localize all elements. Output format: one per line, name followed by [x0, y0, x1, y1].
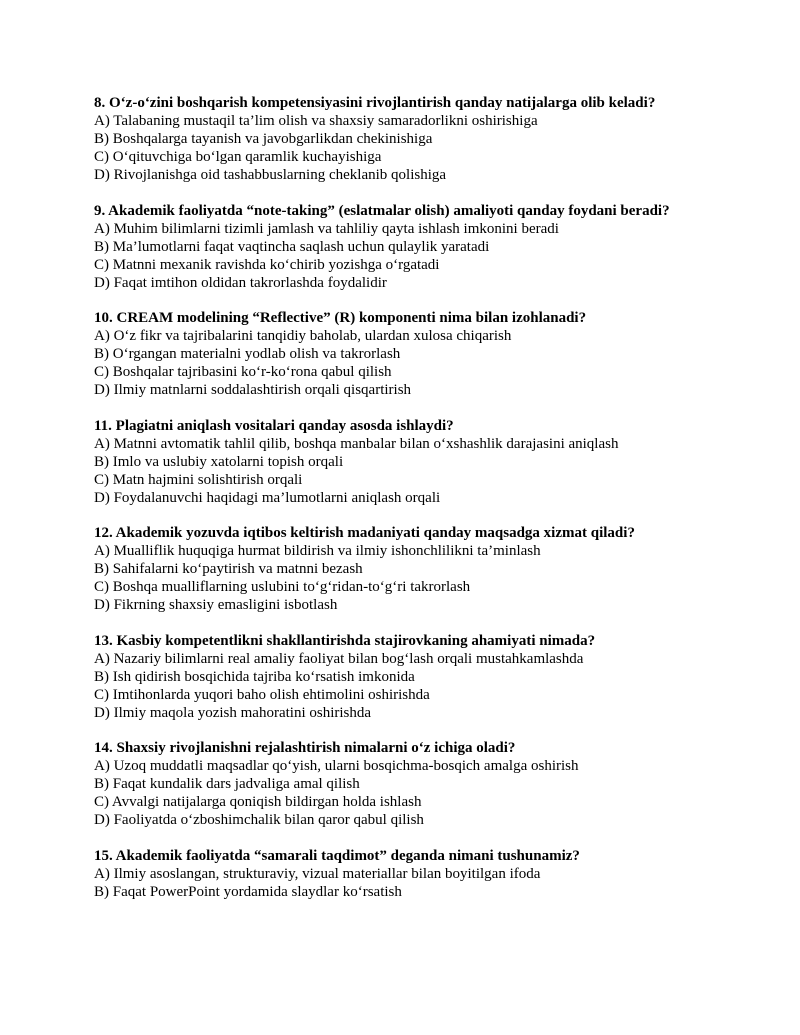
- question-title: 8. O‘z-o‘zini boshqarish kompetensiyasini rivojlantirish qanday natijalarga olib keladi?: [94, 95, 656, 111]
- answer-option-b: B) Ish qidirish bosqichida tajriba ko‘rsatish imkonida: [94, 668, 415, 685]
- question-11: [94, 417, 784, 507]
- answer-option-b: B) Imlo va uslubiy xatolarni topish orqali: [94, 453, 344, 470]
- question-title: 11. Plagiatni aniqlash vositalari qanday asosda ishlaydi?: [94, 417, 454, 434]
- answer-option-d: D) Ilmiy maqola yozish mahoratini oshirishda: [94, 704, 372, 721]
- question-12: [94, 524, 784, 614]
- question-14: [94, 739, 784, 829]
- document-page: [94, 94, 784, 918]
- answer-option-b: B) Faqat PowerPoint yordamida slaydlar ko‘rsatish: [94, 883, 402, 900]
- answer-option-d: D) Ilmiy matnlarni soddalashtirish orqali qisqartirish: [94, 382, 412, 398]
- question-10: [94, 309, 784, 399]
- answer-option-c: C) Boshqa mualliflarning uslubini to‘g‘ridan-to‘g‘ri takrorlash: [94, 579, 471, 595]
- answer-option-b: B) Faqat kundalik dars jadvaliga amal qilish: [94, 776, 360, 792]
- answer-option-d: D) Foydalanuvchi haqidagi ma’lumotlarni aniqlash orqali: [94, 489, 441, 506]
- answer-option-d: D) Fikrning shaxsiy emasligini isbotlash: [94, 597, 338, 613]
- answer-option-a: A) Talabaning mustaqil ta’lim olish va shaxsiy samaradorlikni oshirishiga: [94, 113, 538, 129]
- answer-option-c: C) O‘qituvchiga bo‘lgan qaramlik kuchayishiga: [94, 149, 382, 165]
- answer-option-b: B) Ma’lumotlarni faqat vaqtincha saqlash uchun qulaylik yaratadi: [94, 238, 490, 255]
- answer-option-a: A) Muhim bilimlarni tizimli jamlash va tahliliy qayta ishlash imkonini beradi: [94, 220, 559, 237]
- question-title: 15. Akademik faoliyatda “samarali taqdimot” deganda nimani tushunamiz?: [94, 847, 580, 864]
- answer-option-a: A) Mualliflik huquqiga hurmat bildirish va ilmiy ishonchlilikni ta’minlash: [94, 543, 541, 559]
- question-title: 10. CREAM modelining “Reflective” (R) komponenti nima bilan izohlanadi?: [94, 310, 587, 326]
- answer-option-d: D) Rivojlanishga oid tashabbuslarning cheklanib qolishiga: [94, 167, 447, 183]
- answer-option-c: C) Matn hajmini solishtirish orqali: [94, 471, 303, 488]
- answer-option-a: A) Ilmiy asoslangan, strukturaviy, vizual materiallar bilan boyitilgan ifoda: [94, 865, 541, 882]
- question-title: 13. Kasbiy kompetentlikni shakllantirishda stajirovkaning ahamiyati nimada?: [94, 632, 596, 649]
- answer-option-c: C) Avvalgi natijalarga qoniqish bildirgan holda ishlash: [94, 794, 422, 810]
- question-title: 14. Shaxsiy rivojlanishni rejalashtirish nimalarni o‘z ichiga oladi?: [94, 740, 516, 756]
- question-15: [94, 847, 784, 901]
- question-title: 12. Akademik yozuvda iqtibos keltirish madaniyati qanday maqsadga xizmat qiladi?: [94, 525, 635, 541]
- answer-option-b: B) O‘rgangan materialni yodlab olish va takrorlash: [94, 346, 401, 362]
- answer-option-a: A) O‘z fikr va tajribalarini tanqidiy baholab, ulardan xulosa chiqarish: [94, 328, 512, 344]
- question-8: [94, 94, 784, 184]
- answer-option-b: B) Boshqalarga tayanish va javobgarlikdan chekinishiga: [94, 131, 433, 147]
- answer-option-a: A) Uzoq muddatli maqsadlar qo‘yish, ularni bosqichma-bosqich amalga oshirish: [94, 758, 579, 774]
- question-13: [94, 632, 784, 722]
- answer-option-d: D) Faoliyatda o‘zboshimchalik bilan qaror qabul qilish: [94, 812, 424, 828]
- answer-option-c: C) Boshqalar tajribasini ko‘r-ko‘rona qabul qilish: [94, 364, 392, 380]
- answer-option-c: C) Matnni mexanik ravishda ko‘chirib yozishga o‘rgatadi: [94, 256, 440, 273]
- answer-option-a: A) Nazariy bilimlarni real amaliy faoliyat bilan bog‘lash orqali mustahkamlashda: [94, 650, 584, 667]
- question-9: [94, 202, 784, 292]
- question-title: 9. Akademik faoliyatda “note-taking” (eslatmalar olish) amaliyoti qanday foydani beradi?: [94, 202, 670, 219]
- answer-option-d: D) Faqat imtihon oldidan takrorlashda foydalidir: [94, 274, 387, 291]
- answer-option-c: C) Imtihonlarda yuqori baho olish ehtimolini oshirishda: [94, 686, 430, 703]
- answer-option-b: B) Sahifalarni ko‘paytirish va matnni bezash: [94, 561, 363, 577]
- answer-option-a: A) Matnni avtomatik tahlil qilib, boshqa manbalar bilan o‘xshashlik darajasini aniqlash: [94, 435, 619, 452]
